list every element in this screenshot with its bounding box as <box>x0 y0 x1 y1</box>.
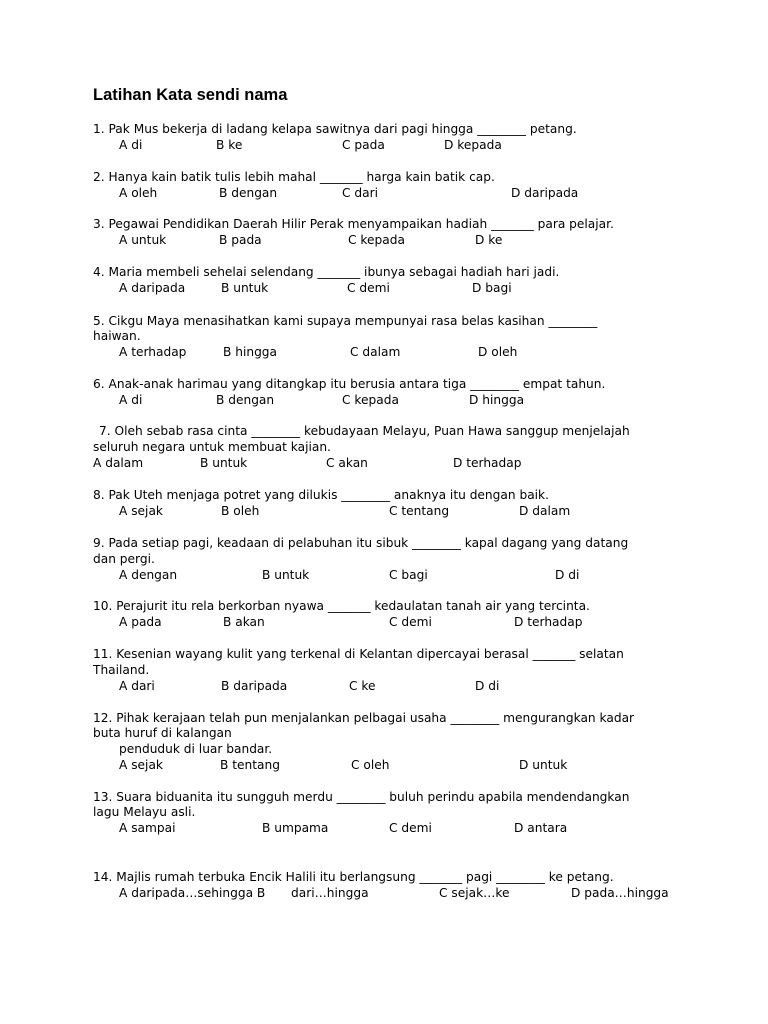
question-5-text-line-1: 5. Cikgu Maya menasihatkan kami supaya mempunyai rasa belas kasihan ________ <box>93 314 598 328</box>
question-5-option-d: D oleh <box>478 345 518 359</box>
question-8-option-b: B oleh <box>221 504 260 518</box>
question-12-option-a: A sejak <box>119 758 163 772</box>
question-8-option-c: C tentang <box>389 504 450 518</box>
question-9-option-a: A dengan <box>119 568 178 582</box>
question-2-option-d: D daripada <box>511 186 579 200</box>
question-13-option-b: B umpama <box>262 821 329 835</box>
question-2-option-c: C dari <box>342 186 378 200</box>
question-10-option-b: B akan <box>223 615 265 629</box>
question-4-option-d: D bagi <box>472 281 512 295</box>
question-1-option-b: B ke <box>216 138 243 152</box>
question-3-option-d: D ke <box>475 233 503 247</box>
question-6-option-d: D hingga <box>469 393 525 407</box>
question-11-text-line-1: 11. Kesenian wayang kulit yang terkenal di Kelantan dipercayai berasal _______ selatan <box>93 647 624 661</box>
question-2-text: 2. Hanya kain batik tulis lebih mahal _______ harga kain batik cap. <box>93 170 495 184</box>
question-2-option-b: B dengan <box>219 186 278 200</box>
question-1-text: 1. Pak Mus bekerja di ladang kelapa sawitnya dari pagi hingga ________ petang. <box>93 122 577 136</box>
question-10-option-d: D terhadap <box>514 615 583 629</box>
question-10-text: 10. Perajurit itu rela berkorban nyawa _______ kedaulatan tanah air yang tercinta. <box>93 599 590 613</box>
question-14-text: 14. Majlis rumah terbuka Encik Halili itu berlangsung _______ pagi ________ ke petang. <box>93 870 614 884</box>
question-14-option-c: C sejak…ke <box>439 886 510 900</box>
question-13-option-c: C demi <box>389 821 432 835</box>
question-8-option-d: D dalam <box>519 504 571 518</box>
question-11-option-d: D di <box>475 679 500 693</box>
question-5-option-a: A terhadap <box>119 345 187 359</box>
question-6-option-a: A di <box>119 393 143 407</box>
question-7-option-b: B untuk <box>200 456 248 470</box>
question-5-text-line-2: haiwan. <box>93 329 141 343</box>
question-7-option-d: D terhadap <box>453 456 522 470</box>
question-5-option-c: C dalam <box>350 345 401 359</box>
question-9-text-line-1: 9. Pada setiap pagi, keadaan di pelabuhan itu sibuk ________ kapal dagang yang datang <box>93 536 629 550</box>
question-12-option-c: C oleh <box>351 758 390 772</box>
question-3-text: 3. Pegawai Pendidikan Daerah Hilir Perak menyampaikan hadiah _______ para pelajar. <box>93 217 614 231</box>
question-4-text: 4. Maria membeli sehelai selendang _______ ibunya sebagai hadiah hari jadi. <box>93 265 560 279</box>
question-3-option-a: A untuk <box>119 233 167 247</box>
question-8-option-a: A sejak <box>119 504 163 518</box>
question-7-option-a: A dalam <box>93 456 144 470</box>
question-1-option-d: D kepada <box>444 138 502 152</box>
question-11-option-c: C ke <box>349 679 376 693</box>
question-6-option-b: B dengan <box>216 393 275 407</box>
page-title: Latihan Kata sendi nama <box>93 86 288 104</box>
question-7-text-line-1: 7. Oleh sebab rasa cinta ________ kebudayaan Melayu, Puan Hawa sanggup menjelajah <box>99 424 630 438</box>
question-12-option-b: B tentang <box>220 758 280 772</box>
question-14-option-a: A daripada…sehingga B <box>119 886 266 900</box>
question-13-option-d: D antara <box>514 821 568 835</box>
question-12-option-d: D untuk <box>519 758 568 772</box>
question-13-text-line-1: 13. Suara biduanita itu sungguh merdu ________ buluh perindu apabila mendendangkan <box>93 790 630 804</box>
question-10-option-a: A pada <box>119 615 162 629</box>
question-9-option-d: D di <box>555 568 580 582</box>
question-12-text-line-1: 12. Pihak kerajaan telah pun menjalankan pelbagai usaha ________ mengurangkan kadar <box>93 711 635 725</box>
question-9-option-c: C bagi <box>389 568 428 582</box>
question-7-option-c: C akan <box>326 456 368 470</box>
question-8-text: 8. Pak Uteh menjaga potret yang dilukis ________ anaknya itu dengan baik. <box>93 488 549 502</box>
question-5-option-b: B hingga <box>223 345 278 359</box>
question-11-option-b: B daripada <box>221 679 288 693</box>
question-13-text-line-2: lagu Melayu asli. <box>93 805 196 819</box>
question-3-option-c: C kepada <box>348 233 405 247</box>
question-3-option-b: B pada <box>219 233 262 247</box>
question-14-option-d: D pada…hingga <box>571 886 669 900</box>
question-11-option-a: A dari <box>119 679 155 693</box>
question-12-text-line-3: penduduk di luar bandar. <box>119 742 273 756</box>
question-4-option-a: A daripada <box>119 281 186 295</box>
question-7-text-line-2: seluruh negara untuk membuat kajian. <box>93 440 331 454</box>
question-1-option-a: A di <box>119 138 143 152</box>
question-4-option-b: B untuk <box>221 281 269 295</box>
question-6-text: 6. Anak-anak harimau yang ditangkap itu berusia antara tiga ________ empat tahun. <box>93 377 606 391</box>
question-11-text-line-2: Thailand. <box>93 663 150 677</box>
question-4-option-c: C demi <box>347 281 390 295</box>
question-13-option-a: A sampai <box>119 821 176 835</box>
question-12-text-line-2: buta huruf di kalangan <box>93 726 232 740</box>
question-14-option-b: dari…hingga <box>291 886 369 900</box>
question-6-option-c: C kepada <box>342 393 399 407</box>
question-9-option-b: B untuk <box>262 568 310 582</box>
question-10-option-c: C demi <box>389 615 432 629</box>
question-9-text-line-2: dan pergi. <box>93 552 155 566</box>
question-1-option-c: C pada <box>342 138 385 152</box>
question-2-option-a: A oleh <box>119 186 158 200</box>
